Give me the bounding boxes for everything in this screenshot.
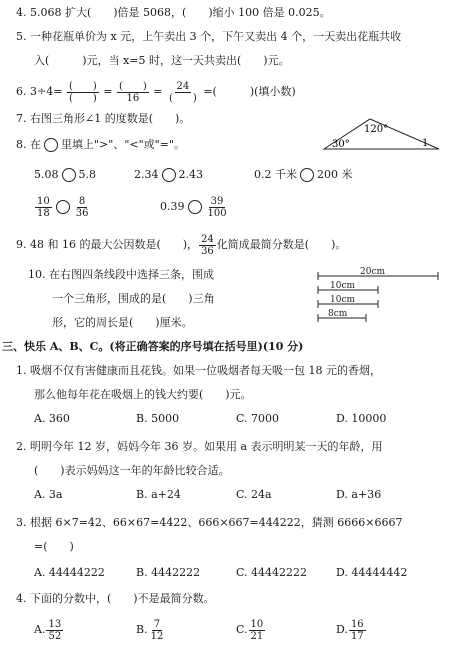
choice-4-option-b[interactable]: B. $\frac{7}{12}$ — [136, 618, 164, 642]
choice-1-option-c[interactable]: C. 7000 — [236, 412, 280, 425]
question-8-row1: 5.08 5.8 — [34, 168, 96, 181]
choice-4-line1: 4. 下面的分数中，( )不是最简分数。 — [16, 592, 215, 605]
question-10-line1: 10. 在右图四条线段中选择三条，围成 — [28, 268, 214, 281]
question-8-row1c: 0.2 千米 200 米 — [254, 168, 353, 181]
choice-2-line1: 2. 明明今年 12 岁，妈妈今年 36 岁。如果用 a 表示明明某一天的年龄，用 — [16, 440, 383, 453]
compare-circle[interactable] — [162, 168, 176, 182]
compare-circle[interactable] — [62, 168, 76, 182]
choice-2-option-a[interactable]: A. 3a — [34, 488, 63, 501]
question-10-line2: 一个三角形，围成的是( )三角 — [52, 292, 215, 305]
choice-1-line2: 那么他每年花在吸烟上的钱大约要( )元。 — [34, 388, 252, 401]
compare-circle[interactable] — [56, 200, 70, 214]
segments-figure — [314, 264, 450, 328]
compare-circle[interactable] — [188, 200, 202, 214]
triangle-figure — [322, 115, 442, 153]
question-10-line3: 形，它的周长是( )厘米。 — [52, 316, 193, 329]
choice-2-option-d[interactable]: D. a+36 — [336, 488, 382, 501]
choice-1-line1: 1. 吸烟不仅有害健康而且花钱。如果一位吸烟者每天吸一包 18 元的香烟， — [16, 364, 381, 377]
fraction-1: $\frac{( )}{( )}$ — [68, 80, 97, 104]
question-8-row2b: 0.39 $\frac{39}{100}$ — [160, 195, 227, 219]
question-6: 6. 3÷4= $\frac{( )}{( )}$ = $\frac{( )}{16}$ = $\frac{24}{( )}$ =( )(填小数) — [16, 80, 296, 104]
choice-4-option-a[interactable]: A. $\frac{13}{52}$ — [34, 618, 62, 642]
choice-3-option-d[interactable]: D. 44444442 — [336, 566, 408, 579]
choice-4-option-d[interactable]: D. $\frac{16}{17}$ — [336, 618, 364, 642]
choice-3-option-a[interactable]: A. 44444222 — [34, 566, 105, 579]
svg-text:10cm: 10cm — [330, 281, 356, 291]
choice-3-option-c[interactable]: C. 44442222 — [236, 566, 308, 579]
compare-circle[interactable] — [300, 168, 314, 182]
fraction-2: $\frac{( )}{16}$ — [118, 80, 147, 104]
triangle-angle-top: 120° — [364, 124, 389, 135]
question-8-row2a: $\frac{10}{18}$ $\frac{8}{36}$ — [37, 195, 89, 219]
question-9: 9. 48 和 16 的最大公因数是( )， $\frac{24}{36}$ 化简成最简分数是( )。 — [16, 233, 347, 257]
choice-2-option-c[interactable]: C. 24a — [236, 488, 272, 501]
question-8: 8. 在 里填上">"、"<"或"="。 — [16, 138, 186, 151]
svg-text:10cm: 10cm — [330, 295, 356, 305]
choice-1-option-d[interactable]: D. 10000 — [336, 412, 387, 425]
choice-1-option-b[interactable]: B. 5000 — [136, 412, 180, 425]
choice-3-line1: 3. 根据 6×7=42、66×67=4422、666×667=444222，猜测 6666×6667 — [16, 516, 403, 529]
question-7: 7. 右图三角形∠1 的度数是( )。 — [16, 112, 191, 125]
question-8-row1b: 2.34 2.43 — [134, 168, 203, 181]
choice-4-option-c[interactable]: C. $\frac{10}{21}$ — [236, 618, 264, 642]
triangle-angle-right: 1 — [422, 138, 429, 149]
section-3-header: 三、快乐 A、B、C。(将正确答案的序号填在括号里)(10 分) — [2, 340, 304, 353]
triangle-angle-left: 30° — [332, 139, 350, 150]
choice-3-line2: =( ) — [34, 540, 74, 553]
svg-text:20cm: 20cm — [360, 267, 386, 277]
question-4 — [16, 6, 331, 20]
choice-2-option-b[interactable]: B. a+24 — [136, 488, 181, 501]
fraction-3: $\frac{24}{( )}$ — [169, 80, 197, 104]
choice-1-option-a[interactable]: A. 360 — [34, 412, 70, 425]
svg-text:8cm: 8cm — [328, 309, 348, 319]
choice-2-line2: ( )表示妈妈这一年的年龄比较合适。 — [34, 464, 230, 477]
question-4-text: 4. 5.068 扩大( )倍是 5068，( )缩小 100 倍是 0.025。 — [16, 6, 331, 19]
compare-circle — [44, 138, 58, 152]
choice-3-option-b[interactable]: B. 4442222 — [136, 566, 201, 579]
question-5-line1: 5. 一种花瓶单价为 x 元，上午卖出 3 个，下午又卖出 4 个，一天卖出花瓶共收 — [16, 30, 402, 43]
question-5-line2: 入( )元，当 x=5 时，这一天共卖出( )元。 — [34, 54, 290, 67]
